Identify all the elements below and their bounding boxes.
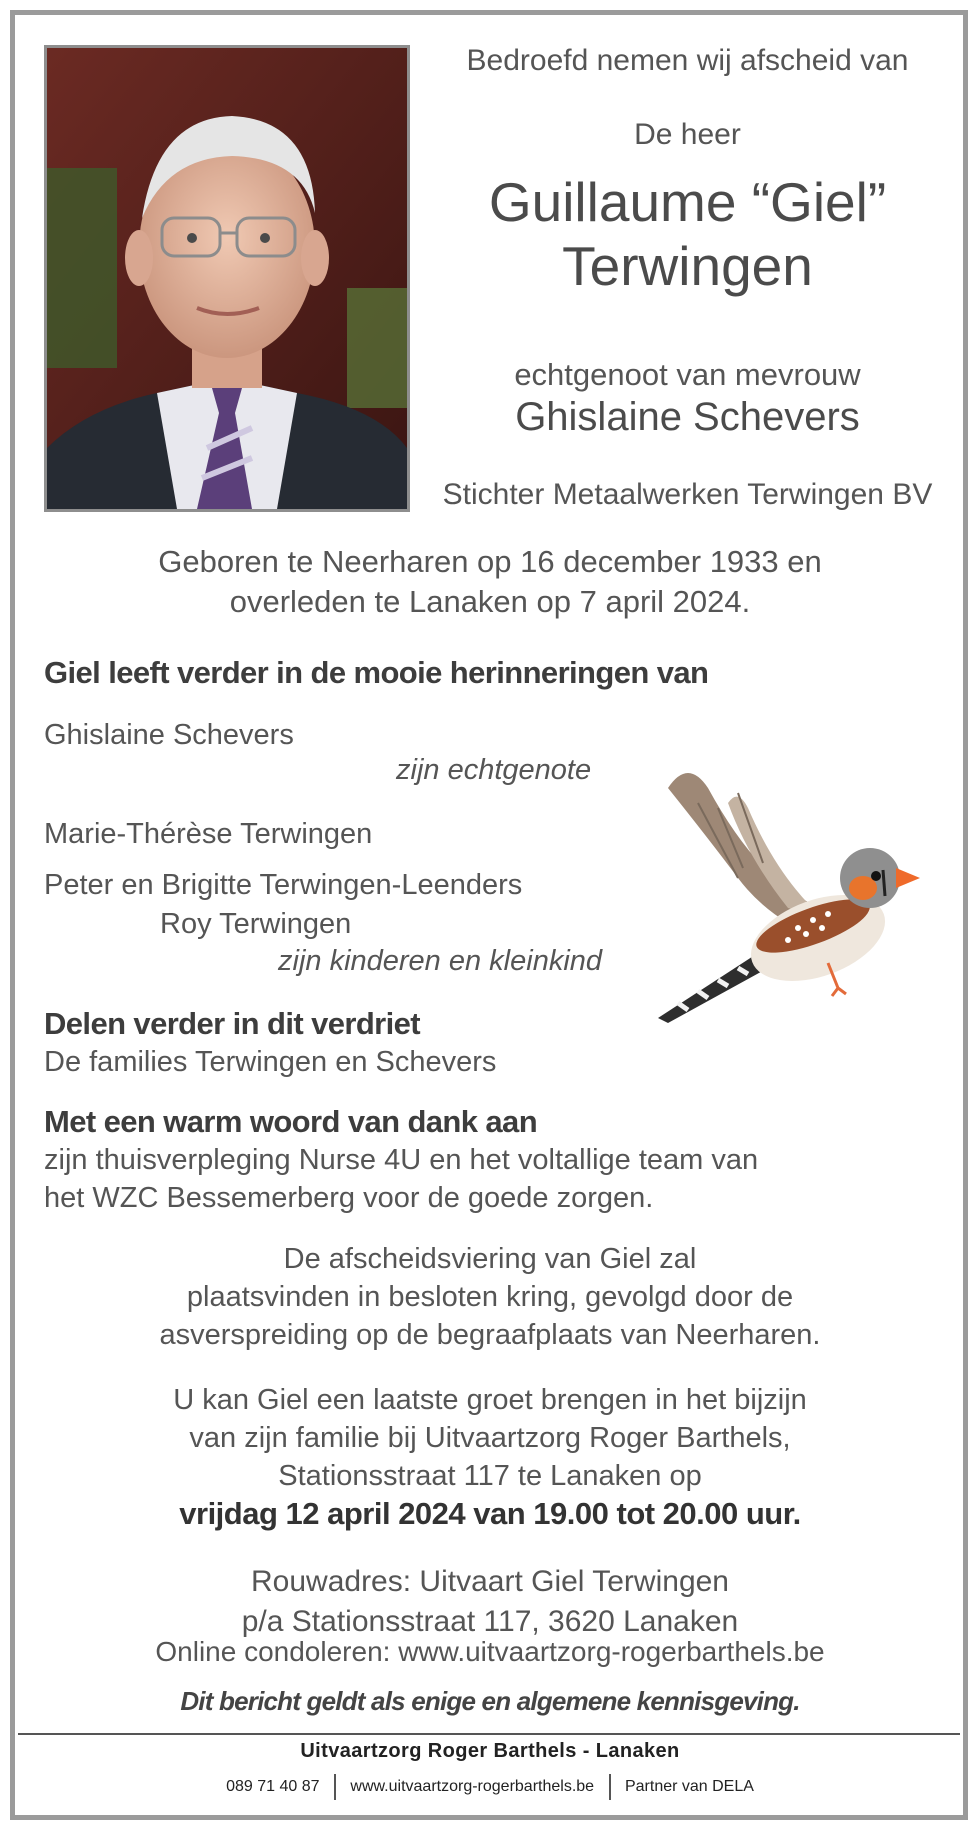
footer-divider	[18, 1733, 960, 1735]
dates-block	[40, 542, 940, 622]
share-text: De families Terwingen en Schevers	[44, 1046, 497, 1078]
memories-child2: Peter en Brigitte Terwingen-Leenders	[44, 869, 523, 901]
finch-bird-image	[648, 748, 928, 1028]
visit-block	[40, 1381, 940, 1533]
ceremony-line1: De afscheidsviering van Giel zal	[283, 1243, 697, 1275]
ceremony-line2: plaatsvinden in besloten kring, gevolgd door de	[186, 1281, 794, 1313]
share-heading: Delen verder in dit verdriet	[44, 1006, 420, 1041]
footer-partner: Partner van DELA	[624, 1778, 754, 1796]
online-condolence: Online condoleren: www.uitvaartzorg-rogerbarthels.be	[155, 1636, 825, 1667]
footer-separator	[334, 1774, 336, 1800]
visit-line2: van zijn familie bij Uitvaartzorg Roger Barthels,	[189, 1422, 791, 1454]
memories-spouse: Ghislaine Schevers	[44, 719, 294, 751]
thanks-heading: Met een warm woord van dank aan	[44, 1104, 538, 1139]
memories-spouse-role: zijn echtgenote	[396, 754, 592, 786]
intro-text: Bedroefd nemen wij afscheid van	[466, 44, 909, 77]
address-line1: Rouwadres: Uitvaart Giel Terwingen	[251, 1565, 729, 1598]
thanks-block	[44, 1141, 758, 1217]
footer-company: Uitvaartzorg Roger Barthels - Lanaken	[300, 1740, 680, 1762]
ceremony-block	[40, 1240, 940, 1354]
footer-info-row	[40, 1774, 940, 1800]
memories-heading: Giel leeft verder in de mooie herinneringen van	[44, 655, 709, 690]
death-line: overleden te Lanaken op 7 april 2024.	[229, 584, 751, 619]
deceased-name-line1: Guillaume “Giel”	[488, 171, 887, 233]
footer-website[interactable]: www.uitvaartzorg-rogerbarthels.be	[350, 1778, 595, 1796]
deceased-name-line2: Terwingen	[562, 235, 813, 297]
memories-children-role: zijn kinderen en kleinkind	[278, 945, 603, 977]
birth-line: Geboren te Neerharen op 16 december 1933 en	[158, 544, 822, 579]
address-line2: p/a Stationsstraat 117, 3620 Lanaken	[241, 1605, 739, 1638]
footer-separator	[609, 1774, 611, 1800]
portrait-photo	[44, 45, 410, 512]
deceased-title: De heer	[634, 118, 741, 151]
deceased-role: Stichter Metaalwerken Terwingen BV	[442, 478, 933, 511]
visit-line3: Stationsstraat 117 te Lanaken op	[278, 1460, 702, 1492]
memories-child1: Marie-Thérèse Terwingen	[44, 818, 373, 850]
thanks-line1: zijn thuisverpleging Nurse 4U en het voltallige team van	[44, 1144, 759, 1176]
thanks-line2: het WZC Bessemerberg voor de goede zorgen.	[44, 1182, 654, 1214]
memories-grandchild: Roy Terwingen	[160, 908, 352, 940]
ceremony-line3: asverspreiding op de begraafplaats van Neerharen.	[159, 1319, 821, 1351]
spouse-intro: echtgenoot van mevrouw	[514, 357, 861, 392]
notice-text: Dit bericht geldt als enige en algemene kennisgeving.	[180, 1686, 800, 1716]
visit-datetime: vrijdag 12 april 2024 van 19.00 tot 20.00 uur.	[179, 1496, 801, 1531]
footer-phone[interactable]: 089 71 40 87	[226, 1778, 320, 1796]
visit-line1: U kan Giel een laatste groet brengen in het bijzijn	[173, 1384, 807, 1416]
address-block	[40, 1562, 940, 1642]
spouse-name: Ghislaine Schevers	[515, 395, 860, 439]
